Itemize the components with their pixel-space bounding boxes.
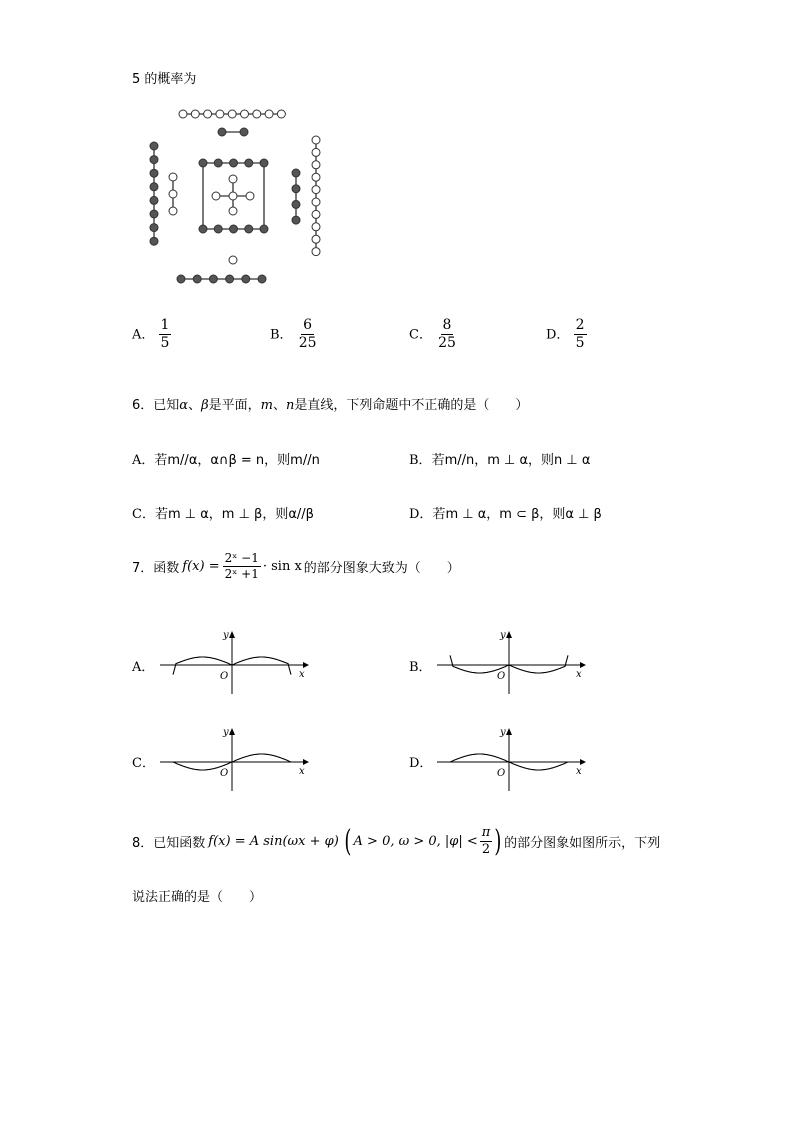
q6-stem-pre: 已知 [153,398,180,413]
luoshu-diagram [140,100,330,290]
x-axis-arrow [303,759,309,765]
q5-option-c-fraction [436,318,458,352]
q8-number: 8． [132,836,154,852]
fraction-denominator: 2 [481,842,491,858]
hollow-dot [212,192,220,200]
filled-dot [209,275,217,283]
hollow-dot [312,136,320,144]
fraction-denominator: 2ˣ +1 [224,567,259,582]
hollow-dot [229,192,237,200]
q5-option-a-label: A． [132,327,155,343]
hollow-dot [312,148,320,156]
hollow-dot [216,110,224,118]
filled-dot [150,142,158,150]
q5-option-d-fraction [574,318,587,352]
q6-option-c-label: C． [132,507,155,522]
hollow-dot [312,173,320,181]
fraction-numerator: 6 [301,318,314,335]
filled-dot [258,275,266,283]
origin-label: O [497,768,506,779]
hollow-dot [179,110,187,118]
filled-dot [245,225,253,233]
left-paren: ( [344,823,352,859]
hollow-dot [312,186,320,194]
filled-dot [292,200,300,208]
fraction-denominator: 25 [298,335,317,352]
q6-number: 6． [132,398,154,413]
q5-option-c-label: C． [409,327,432,343]
filled-dot [150,169,158,177]
q5-option-c[interactable] [409,318,458,352]
q8-line2: 说法正确的是（ ） [132,890,263,905]
q5-option-d[interactable] [546,318,587,352]
q7-stem-pre: 函数 [153,561,180,577]
q6-option-b-label: B． [409,453,432,468]
q7-graph-c[interactable] [155,725,315,795]
filled-dot [245,159,253,167]
q6-sep2: 、 [272,398,286,413]
fraction-numerator: 2ˣ −1 [223,552,261,567]
filled-dot [193,275,201,283]
q6-option-b[interactable] [409,449,590,468]
q6-option-c[interactable] [132,503,314,522]
q7-option-b-label[interactable]: B． [409,660,432,675]
hollow-dot [246,192,254,200]
q5-stem-tail: 5 的概率为 [132,72,197,87]
x-axis-arrow [580,662,586,668]
q7-fraction [223,552,261,581]
q8-stem-pre: 已知函数 [153,836,206,852]
filled-dot [230,159,238,167]
q5-option-b-fraction [297,318,319,352]
fraction-denominator: 25 [438,335,456,352]
q7-option-c-label[interactable]: C． [132,756,155,771]
q7-stem [132,552,460,581]
filled-dot [230,225,238,233]
q7-graph-b[interactable] [432,628,592,698]
q5-option-a[interactable] [132,318,171,352]
hollow-dot [169,207,177,215]
hollow-dot [312,210,320,218]
y-axis-arrow [506,631,512,638]
filled-dot [292,216,300,224]
filled-dot [150,224,158,232]
filled-dot [240,128,248,136]
filled-dot [199,225,207,233]
q8-stem [132,823,661,859]
q6-alpha: α [179,398,189,413]
q6-option-b-text: 若m//n，m ⊥ α，则n ⊥ α [431,453,591,468]
q8-formula: f(x) = A sin(ωx + φ) [208,834,339,850]
filled-dot [214,159,222,167]
hollow-dot [312,248,320,256]
hollow-dot [253,110,261,118]
fraction-numerator: 1 [159,318,172,335]
q6-option-c-text: 若m ⊥ α，m ⊥ β，则α//β [154,507,314,522]
filled-dot [292,185,300,193]
q5-option-b[interactable] [270,318,319,352]
hollow-dot [312,161,320,169]
origin-label: O [220,671,229,682]
q8-condition [342,823,504,859]
filled-dot [150,183,158,191]
hollow-dot [277,110,285,118]
origin-label: O [497,671,506,682]
hollow-dot [265,110,273,118]
filled-dot [260,225,268,233]
q6-stem-post: 是直线，下列命题中不正确的是（ ） [294,398,529,413]
x-axis-arrow [303,662,309,668]
fraction-numerator: 8 [441,318,454,335]
x-axis-arrow [580,759,586,765]
q7-graph-d[interactable] [432,725,592,795]
hollow-dot [169,190,177,198]
y-axis-label: y [223,727,229,738]
fraction-numerator: π [480,826,493,842]
x-axis-label: x [299,766,305,777]
y-axis-label: y [500,630,506,641]
y-axis-arrow [229,728,235,735]
filled-dot [214,225,222,233]
filled-dot [292,169,300,177]
q5-option-d-label: D． [546,327,570,343]
y-axis-label: y [500,727,506,738]
origin-label: O [220,768,229,779]
filled-dot [150,156,158,164]
q6-option-d-label: D． [409,507,433,522]
q6-n: n [285,398,295,413]
hollow-dot [191,110,199,118]
y-axis-label: y [223,630,229,641]
q6-option-d-text: 若m ⊥ α，m ⊂ β，则α ⊥ β [432,507,602,522]
filled-dot [150,210,158,218]
fraction-numerator: 2 [574,318,587,335]
filled-dot [218,128,226,136]
q7-option-d-label[interactable]: D． [409,756,433,771]
x-axis-label: x [576,766,582,777]
q6-beta: β [201,398,209,413]
hollow-dot [312,235,320,243]
fraction-denominator: 5 [575,335,585,352]
hollow-dot [312,198,320,206]
q8-stem-post: 的部分图象如图所示，下列 [504,836,661,852]
hollow-dot [229,256,237,264]
q7-fx: f(x) = [182,559,220,575]
q6-option-a-text: 若m//α，α∩β = n，则m//n [154,453,320,468]
q5-option-b-label: B． [270,327,293,343]
q7-stem-post: 的部分图象大致为（ ） [303,561,460,577]
x-axis-label: x [299,669,305,680]
filled-dot [226,275,234,283]
filled-dot [150,196,158,204]
hollow-dot [169,173,177,181]
fraction-denominator: 5 [160,335,170,352]
y-axis-arrow [506,728,512,735]
x-axis-label: x [576,669,582,680]
q6-stem [132,394,528,413]
filled-dot [260,159,268,167]
filled-dot [150,237,158,245]
hollow-dot [204,110,212,118]
hollow-dot [228,110,236,118]
q6-option-a[interactable] [132,449,320,468]
q6-m: m [260,398,273,413]
q7-option-a-label[interactable]: A． [132,660,155,675]
q6-option-a-label: A． [132,453,155,468]
filled-dot [199,159,207,167]
hollow-dot [229,175,237,183]
q6-stem-mid: 是平面， [208,398,261,413]
right-paren: ) [494,823,502,859]
filled-dot [242,275,250,283]
q7-graph-a[interactable] [155,628,315,698]
q6-sep1: 、 [188,398,202,413]
q8-cond-pre: A > 0, ω > 0, |φ| < [353,834,478,850]
hollow-dot [241,110,249,118]
q7-number: 7． [132,561,154,577]
q7-tail-math: · sin x [262,559,302,575]
q8-pi-over-2 [480,826,493,858]
hollow-dot [312,223,320,231]
q5-option-a-fraction [159,318,172,352]
filled-dot [177,275,185,283]
q6-option-d[interactable] [409,503,602,522]
y-axis-arrow [229,631,235,638]
hollow-dot [229,207,237,215]
